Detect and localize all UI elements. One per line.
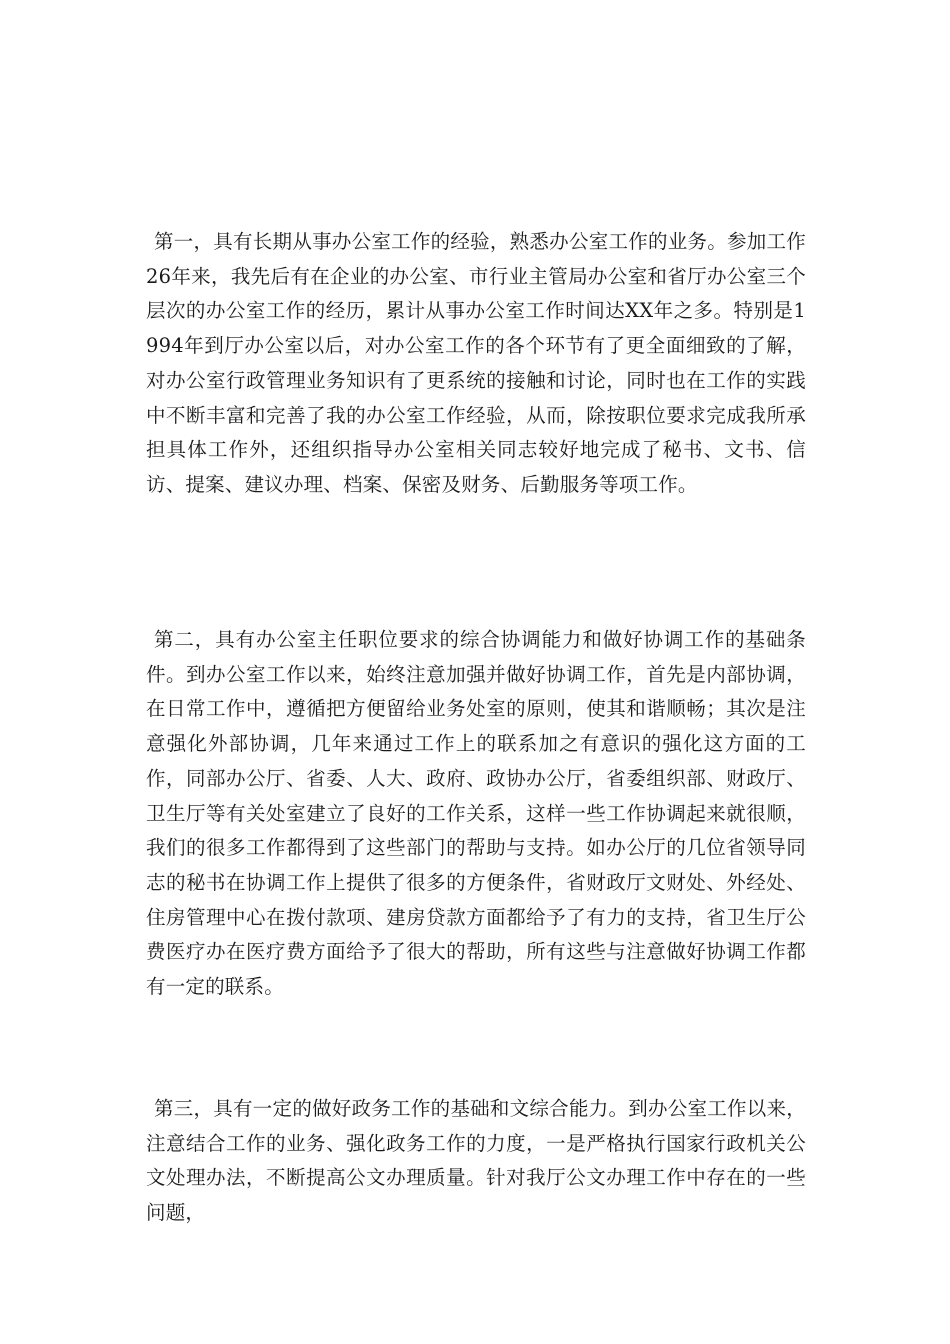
paragraph-3: 第三，具有一定的做好政务工作的基础和文综合能力。到办公室工作以来，注意结合工作的业务、强化政务工作的力度，一是严格执行国家行政机关公文处理办法，不断提高公文办理质量。针对我厅公文办理工作中存在的一些问题， [146, 1097, 806, 1225]
paragraph-2: 第二，具有办公室主任职位要求的综合协调能力和做好协调工作的基础条件。到办公室工作以来，始终注意加强并做好协调工作，首先是内部协调，在日常工作中，遵循把方便留给业务处室的原则，使其和谐顺畅；其次是注意强化外部协调，几年来通过工作上的联系加之有意识的强化这方面的工作，同部办公厅、省委、人大、政府、政协办公厅，省委组织部、财政厅、卫生厅等有关处室建立了良好的工作关系，这样一些工作协调起来就很顺，我们的很多工作都得到了这些部门的帮助与支持。如办公厅的几位省领导同志的秘书在协调工作上提供了很多的方便条件，省财政厅文财处、外经处、住房管理中心在拨付款项、建房贷款方面都给予了有力的支持，省卫生厅公费医疗办在医疗费方面给予了很大的帮助，所有这些与注意做好协调工作都有一定的联系。 [146, 628, 806, 999]
paragraph-1: 第一，具有长期从事办公室工作的经验，熟悉办公室工作的业务。参加工作26年来，我先后有在企业的办公室、市行业主管局办公室和省厅办公室三个层次的办公室工作的经历，累计从事办公室工作时间达XX年之多。特别是1994年到厅办公室以后，对办公室工作的各个环节有了更全面细致的了解，对办公室行政管理业务知识有了更系统的接触和讨论，同时也在工作的实践中不断丰富和完善了我的办公室工作经验，从而，除按职位要求完成我所承担具体工作外，还组织指导办公室相关同志较好地完成了秘书、文书、信访、提案、建议办理、档案、保密及财务、后勤服务等项工作。 [146, 230, 806, 496]
